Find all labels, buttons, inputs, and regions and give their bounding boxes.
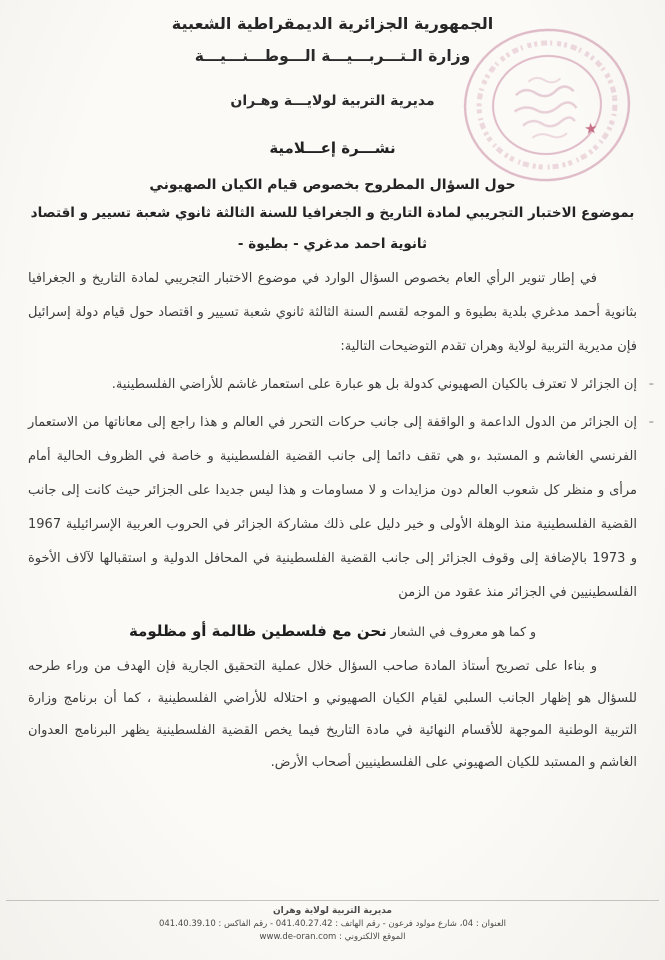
bullet-dash-icon: - — [648, 377, 654, 392]
slogan-line — [28, 616, 637, 647]
subject-line-3: ثانوية احمد مدغري - بطيوة - — [237, 236, 428, 252]
subject-line-1: حول السؤال المطروح بخصوص قيام الكيان الصهيوني — [149, 177, 516, 193]
republic-header: الجمهورية الجزائرية الديمقراطية الشعبية — [171, 14, 494, 33]
intro-paragraph: في إطار تنوير الرأي العام بخصوص السؤال الوارد في موضوع الاختبار التجريبي لمادة التاريخ و الجغرافيا بثانوية أحمد مدغري بلدية بطيوة و الموجه لقسم السنة الثالثة ثانوي شعبة تسيير و اقتصاد حول قيام دولة إسرائيل فإن مديرية التربية لولاية وهران تقدم التوضيحات التالية: — [28, 271, 637, 354]
slogan-text: نحن مع فلسطين ظالمة أو مظلومة — [128, 622, 387, 640]
bullet-dash-icon: - — [648, 415, 654, 430]
footer-address: العنوان : 04، شارع مولود فرعون - رقم الهاتف : 041.40.27.42 - رقم الفاكس : 041.40.39.10 — [158, 919, 507, 929]
directorate-header: مديرية التربية لولايـــة وهـران — [230, 93, 435, 109]
subject-line-2: بموضوع الاختبار التجريبي لمادة التاريخ و الجغرافيا للسنة الثالثة ثانوي شعبة تسيير و اقتصاد — [30, 205, 635, 221]
point-1-text: إن الجزائر لا تعترف بالكيان الصهيوني كدولة بل هو عبارة على استعمار غاشم للأراضي الفلسطينية. — [111, 377, 637, 392]
point-1 — [28, 368, 654, 402]
slogan-prefix: و كما هو معروف في الشعار — [390, 624, 537, 639]
point-2 — [28, 406, 654, 610]
stamp-star-icon: ★ — [583, 118, 599, 139]
footer-divider — [6, 900, 659, 901]
footer-org: مديرية التربية لولاية وهران — [273, 906, 392, 916]
page-footer — [0, 900, 665, 942]
closing-paragraph: و بناءا على تصريح أستاذ المادة صاحب السؤال خلال عملية التحقيق الجارية فإن الهدف من وراء طرحه للسؤال هو إظهار الجانب السلبي لقيام الكيان الصهيوني و احتلاله للأراضي الفلسطينية ، كما أن برنامج وزارة التربية الوطنية الموجهة للأقسام النهائية في مادة التاريخ فيما يخص القضية الفلسطينية يظهر البرنامج العدوان الغاشم و المستبد للكيان الصهيوني على الفلسطينيين أصحاب الأرض. — [28, 659, 637, 770]
footer-website: الموقع الالكتروني : www.de-oran.com — [259, 932, 406, 942]
point-2-text: إن الجزائر من الدول الداعمة و الواقفة إلى جانب حركات التحرر في العالم و هذا راجع إلى معاناتها من الاستعمار الفرنسي الغاشم و المستبد ،و هي تقف دائما إلى جانب القضية الفلسطينية و خاصة في الظروف الحالية أمام مرأى و منظر كل شعوب العالم دون مزايدات و لا مساومات و هذا ليس جديدا على الجزائر حيث كانت إلى جانب القضية الفلسطينية منذ الوهلة الأولى و خير دليل على ذلك مشاركة الجزائر في الحروب العربية الإسرائيلية 1967 و 1973 بالإضافة إلى وقوف الجزائر إلى جانب القضية الفلسطينية في المحافل الدولية و استقبالها لآلاف الأخوة الفلسطينيين في الجزائر منذ عقود من الزمن — [28, 415, 637, 600]
ministry-header: وزارة الـتـــربـــيـــة الـــوطـــنـــيـــة — [194, 47, 471, 65]
bulletin-title: نشـــرة إعـــلامية — [269, 139, 396, 157]
